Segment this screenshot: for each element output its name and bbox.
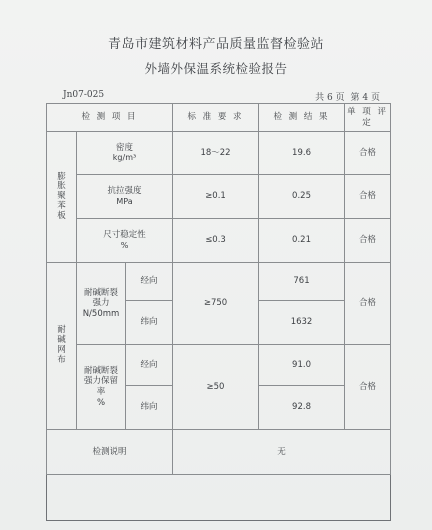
direction-weft: 纬向 [126,386,173,430]
table-row [47,345,391,386]
item-breaking-strength: 耐碱断裂 强力 N/50mm [77,263,126,345]
page-indicator [309,90,380,103]
current-page: 第 4 页 [350,93,380,103]
doc-code: Jn07-025 [63,90,105,100]
req-tensile: ≥0.1 [173,175,259,219]
col-header-verdict: 单 项 评 定 [345,104,391,132]
col-header-result: 检 测 结 果 [259,104,345,132]
test-results-table [46,103,391,521]
item-density: 密度 kg/m³ [77,132,173,175]
result-density: 19.6 [259,132,345,175]
group-label-eps: 膨 胀 聚 苯 板 [47,132,77,263]
result-breaking-warp: 761 [259,263,345,301]
verdict-breaking-strength: 合格 [345,263,391,345]
direction-weft: 纬向 [126,301,173,345]
result-retention-warp: 91.0 [259,345,345,386]
table-row [47,263,391,301]
blank-cell [47,475,391,521]
table-row [47,219,391,263]
req-retention-rate: ≥50 [173,345,259,430]
verdict-density: 合格 [345,132,391,175]
req-dimensional-stability: ≤0.3 [173,219,259,263]
result-tensile: 0.25 [259,175,345,219]
item-tensile: 抗拉强度 MPa [77,175,173,219]
total-pages: 共 6 页 [315,93,345,103]
report-subtitle: 外墙外保温系统检验报告 [144,61,288,76]
remarks-row [47,430,391,475]
result-retention-weft: 92.8 [259,386,345,430]
req-breaking-strength: ≥750 [173,263,259,345]
col-header-item: 检 测 项 目 [47,104,173,132]
report-org-title: 青岛市建筑材料产品质量监督检验站 [107,37,324,52]
verdict-dimensional-stability: 合格 [345,219,391,263]
table-header-row [47,104,391,132]
remarks-value: 无 [173,430,391,475]
result-breaking-weft: 1632 [259,301,345,345]
item-dimensional-stability: 尺寸稳定性 % [77,219,173,263]
verdict-tensile: 合格 [345,175,391,219]
group-label-mesh: 耐 碱 网 布 [47,263,77,430]
table-row [47,175,391,219]
remarks-label: 检测说明 [47,430,173,475]
req-density: 18～22 [173,132,259,175]
table-row [47,132,391,175]
col-header-requirement: 标 准 要 求 [173,104,259,132]
direction-warp: 经向 [126,263,173,301]
blank-row [47,475,391,521]
item-retention-rate: 耐碱断裂 强力保留 率 % [77,345,126,430]
direction-warp: 经向 [126,345,173,386]
verdict-retention-rate: 合格 [345,345,391,430]
result-dimensional-stability: 0.21 [259,219,345,263]
